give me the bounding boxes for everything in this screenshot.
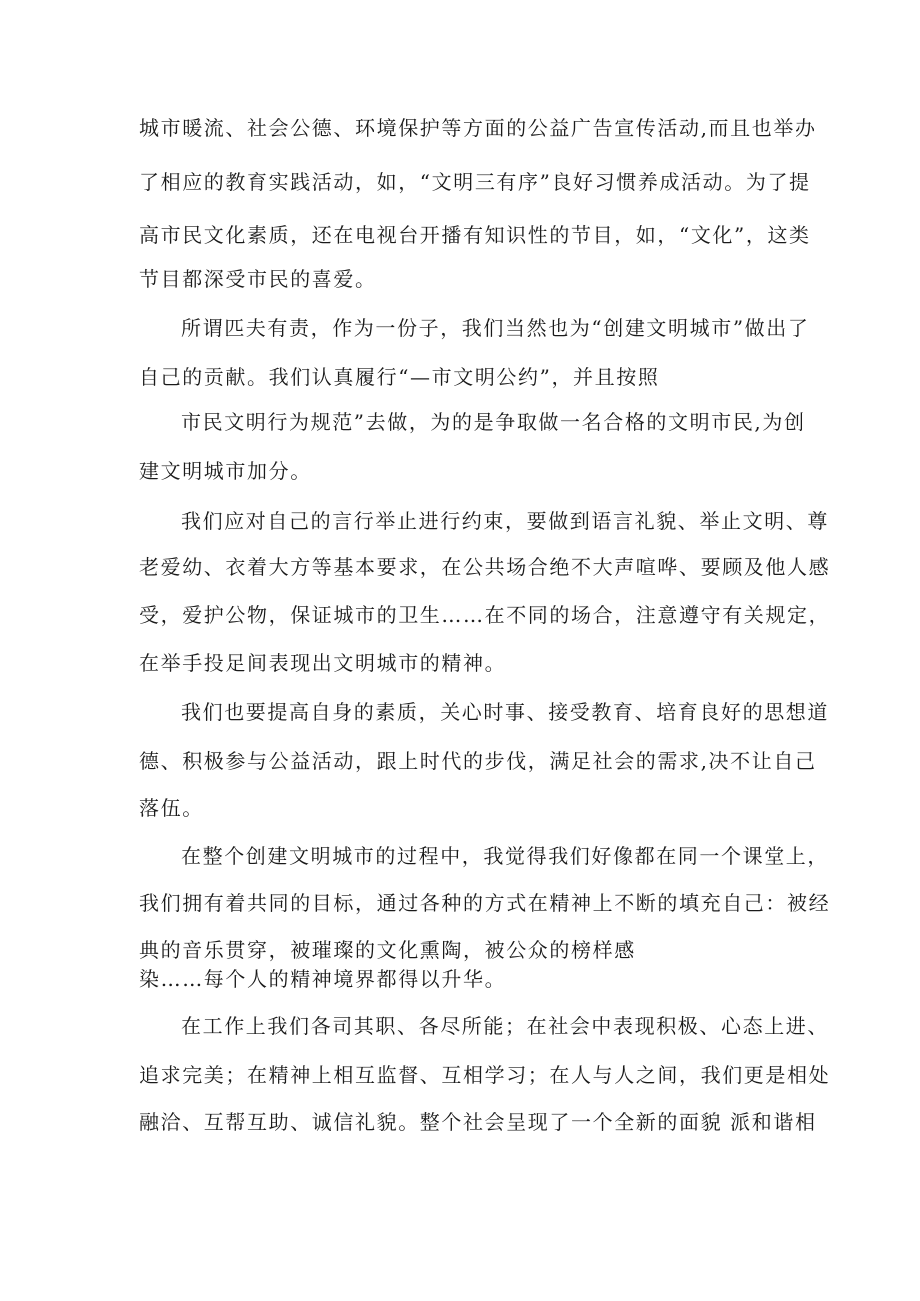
text-line: 建文明城市加分。 bbox=[139, 459, 312, 483]
text-line: 市民文明行为规范”去做，为的是争取做一名合格的文明市民,为创 bbox=[181, 410, 806, 434]
text-line: 城市暖流、社会公德、环境保护等方面的公益广告宣传活动,而且也举办 bbox=[139, 116, 817, 140]
text-line: 染……每个人的精神境界都得以升华。 bbox=[139, 967, 507, 991]
text-line: 受，爱护公物，保证城市的卫生……在不同的场合，注意遵守有关规定， bbox=[139, 603, 831, 627]
text-line: 在整个创建文明城市的过程中，我觉得我们好像都在同一个课堂上， bbox=[181, 844, 829, 868]
text-line: 追求完美；在精神上相互监督、互相学习；在人与人之间，我们更是相处 bbox=[139, 1063, 831, 1087]
text-line: 我们应对自己的言行举止进行约束，要做到语言礼貌、举止文明、尊 bbox=[181, 509, 829, 533]
text-line: 我们拥有着共同的目标，通过各种的方式在精神上不断的填充自己：被经 bbox=[139, 891, 831, 915]
text-line: 了相应的教育实践活动，如，“文明三有序”良好习惯养成活动。为了提 bbox=[139, 170, 811, 194]
text-line: 所谓匹夫有责，作为一份子，我们当然也为“创建文明城市”做出了 bbox=[181, 316, 810, 340]
text-line: 老爱幼、衣着大方等基本要求，在公共场合绝不大声喧哗、要顾及他人感 bbox=[139, 555, 831, 579]
text-line: 在工作上我们各司其职、各尽所能；在社会中表现积极、心态上进、 bbox=[181, 1014, 829, 1038]
text-line: 德、积极参与公益活动，跟上时代的步伐，满足社会的需求,决不让自己 bbox=[139, 749, 817, 773]
text-line: 在举手投足间表现出文明城市的精神。 bbox=[139, 651, 507, 675]
text-line: 落伍。 bbox=[139, 796, 204, 820]
text-line: 节目都深受市民的喜爱。 bbox=[139, 267, 377, 291]
text-line: 高市民文化素质，还在电视台开播有知识性的节目，如，“文化”，这类 bbox=[139, 223, 811, 247]
text-line: 自己的贡献。我们认真履行“—市文明公约”，并且按照 bbox=[139, 365, 660, 389]
text-line: 融洽、互帮互助、诚信礼貌。整个社会呈现了一个全新的面貌 派和谐相 bbox=[139, 1110, 817, 1134]
text-line: 典的音乐贯穿，被璀璨的文化熏陶，被公众的榜样感 bbox=[139, 938, 636, 962]
text-line: 我们也要提高自身的素质，关心时事、接受教育、培育良好的思想道 bbox=[181, 700, 829, 724]
